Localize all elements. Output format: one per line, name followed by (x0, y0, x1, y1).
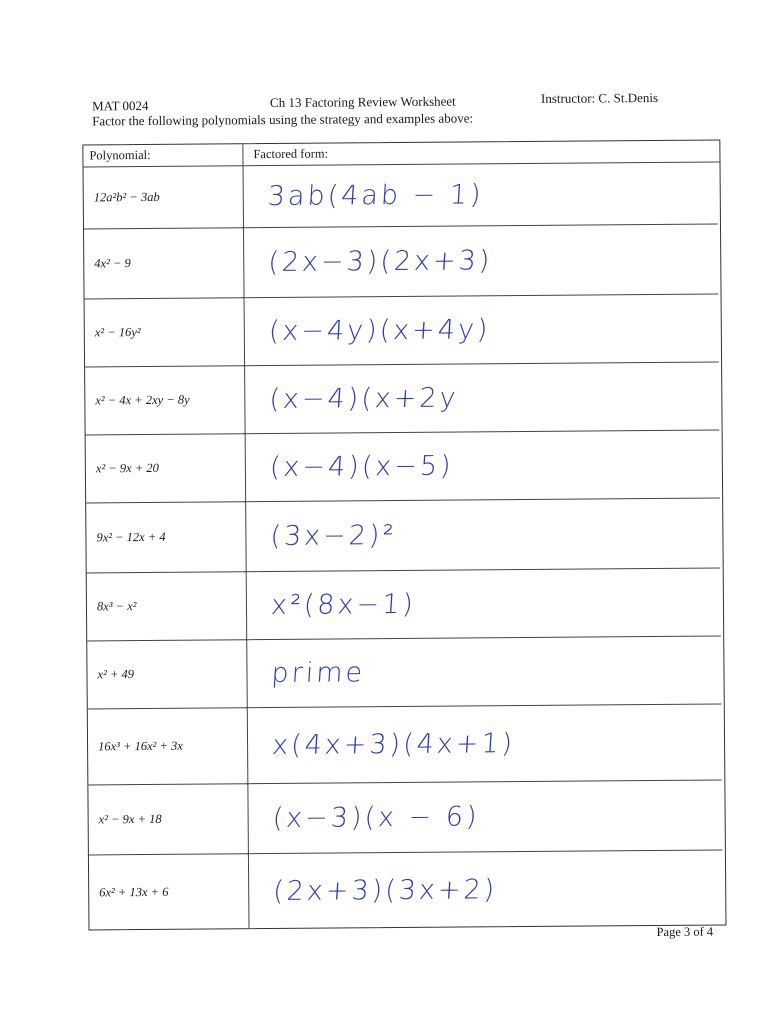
factored-answer: (3x−2)² (244, 498, 724, 572)
worksheet-title: Ch 13 Factoring Review Worksheet (269, 93, 456, 111)
factored-answer: (2x−3)(2x+3) (242, 224, 722, 298)
page-number: Page 3 of 4 (656, 924, 714, 940)
factoring-table (82, 139, 726, 930)
factored-answer: x²(8x−1) (245, 568, 725, 640)
instructor-name: Instructor: C. St.Denis (540, 89, 659, 106)
column-header-polynomial: Polynomial: (83, 144, 243, 167)
factored-answer: x(4x+3)(4x+1) (246, 704, 727, 784)
polynomial-cell: 9x² − 12x + 4 (86, 502, 247, 573)
factored-answer: (x−3)(x − 6) (246, 780, 726, 854)
instructions-text: Factor the following polynomials using the strategy and examples above: (92, 110, 474, 129)
polynomial-cell: 12a²b² − 3ab (84, 166, 244, 229)
polynomial-cell: x² + 49 (87, 640, 248, 709)
course-code: MAT 0024 (91, 97, 149, 114)
factored-answer: (x−4y)(x+4y) (243, 294, 723, 366)
polynomial-cell: 6x² + 13x + 6 (89, 854, 250, 929)
polynomial-cell: x² − 9x + 20 (86, 434, 247, 503)
factored-answer: prime (245, 636, 725, 708)
polynomial-cell: 8x³ − x² (87, 572, 248, 641)
factored-answer: (2x+3)(3x+2) (272, 873, 499, 907)
factored-answer: 3ab(4ab − 1) (242, 162, 722, 228)
polynomial-cell: x² − 4x + 2xy − 8y (85, 366, 246, 435)
polynomial-cell: 4x² − 9 (84, 228, 245, 299)
polynomial-cell: 16x³ + 16x² + 3x (88, 708, 249, 785)
factored-answer: (x−4)(x−5) (244, 430, 724, 502)
column-header-factored: Factored form: (243, 140, 719, 166)
polynomial-cell: x² − 9x + 18 (88, 784, 249, 855)
polynomial-cell: x² − 16y² (85, 298, 246, 367)
factored-answer: (x−4)(x+2y (243, 362, 723, 434)
